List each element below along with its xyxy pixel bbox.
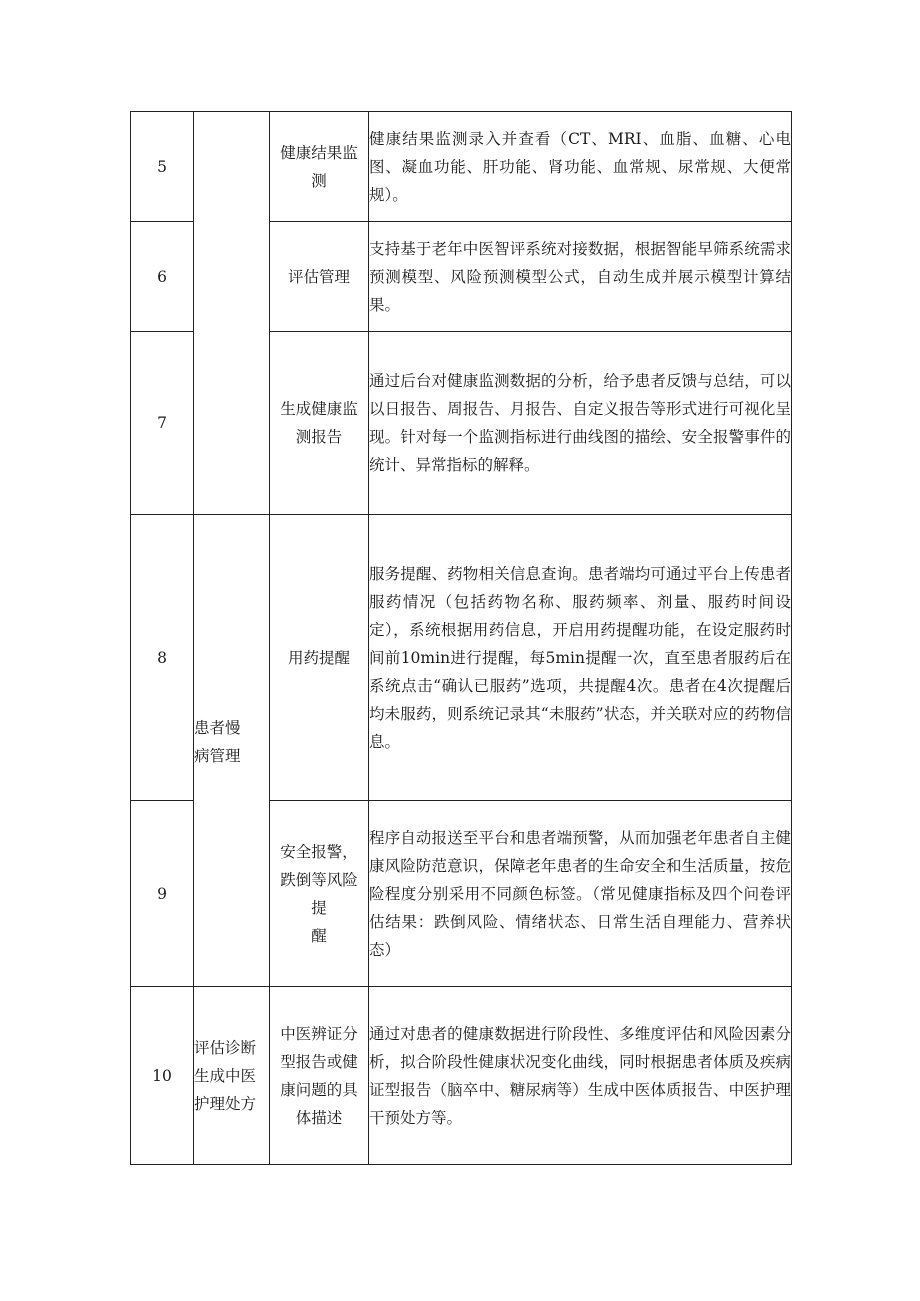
function-line: 中医辨证分 <box>280 1024 358 1043</box>
row-number: 9 <box>131 801 194 987</box>
row-number: 8 <box>131 515 194 801</box>
description-cell: 健康结果监测录入并查看（CT、MRI、血脂、血糖、心电图、凝血功能、肝功能、肾功能、血常规、尿常规、大便常规）。 <box>369 112 792 222</box>
function-cell <box>270 222 369 332</box>
category-cell-empty <box>194 112 270 515</box>
function-cell <box>270 801 369 987</box>
function-line: 提 <box>311 898 327 917</box>
description-cell: 通过后台对健康监测数据的分析，给予患者反馈与总结，可以以日报告、周报告、月报告、自定义报告等形式进行可视化呈现。针对每一个监测指标进行曲线图的描绘、安全报警事件的统计、异常指标的解释。 <box>369 332 792 515</box>
function-cell <box>270 332 369 515</box>
description-cell: 支持基于老年中医智评系统对接数据，根据智能早筛系统需求预测模型、风险预测模型公式，自动生成并展示模型计算结果。 <box>369 222 792 332</box>
function-cell <box>270 987 369 1165</box>
function-cell <box>270 112 369 222</box>
category-line: 病管理 <box>194 747 241 765</box>
function-line: 体描述 <box>295 1108 343 1127</box>
table-row <box>131 515 792 801</box>
function-line: 跌倒等风险 <box>280 870 358 889</box>
category-cell <box>194 987 270 1165</box>
row-number: 10 <box>131 987 194 1165</box>
function-line: 健康结果监 <box>280 143 358 162</box>
description-cell: 程序自动报送至平台和患者端预警，从而加强老年患者自主健康风险防范意识，保障老年患者的生命安全和生活质量，按危险程度分别采用不同颜色标签。（常见健康指标及四个问卷评估结果：跌倒风险、情绪状态、日常生活自理能力、营养状态） <box>369 801 792 987</box>
function-line: 醒 <box>311 926 327 945</box>
table-row <box>131 987 792 1165</box>
function-line: 康问题的具 <box>280 1080 358 1099</box>
category-line: 评估诊断 <box>194 1038 257 1057</box>
function-line: 评估管理 <box>287 267 350 286</box>
category-line: 护理处方 <box>194 1094 257 1113</box>
function-line: 生成健康监 <box>280 400 358 418</box>
row-number: 6 <box>131 222 194 332</box>
spec-table <box>130 111 792 1165</box>
row-number: 7 <box>131 332 194 515</box>
function-cell <box>270 515 369 801</box>
function-line: 安全报警， <box>280 842 358 861</box>
table-row <box>131 112 792 222</box>
function-line: 测 <box>311 171 327 190</box>
description-cell: 服务提醒、药物相关信息查询。患者端均可通过平台上传患者服药情况（包括药物名称、服药频率、剂量、服药时间设定），系统根据用药信息，开启用药提醒功能，在设定服药时间前10min进行提醒，每5min提醒一次，直至患者服药后在系统点击“确认已服药”选项，共提醒4次。患者在4次提醒后均未服药，则系统记录其“未服药”状态，并关联对应的药物信息。 <box>369 515 792 801</box>
row-number: 5 <box>131 112 194 222</box>
function-line: 测报告 <box>295 428 343 446</box>
category-line: 患者慢 <box>194 719 241 737</box>
function-line: 用药提醒 <box>287 648 350 667</box>
category-line: 生成中医 <box>194 1066 257 1085</box>
description-cell: 通过对患者的健康数据进行阶段性、多维度评估和风险因素分析，拟合阶段性健康状况变化曲线，同时根据患者体质及疾病证型报告（脑卒中、糖尿病等）生成中医体质报告、中医护理干预处方等。 <box>369 987 792 1165</box>
category-cell <box>194 515 270 987</box>
function-line: 型报告或健 <box>280 1052 358 1071</box>
